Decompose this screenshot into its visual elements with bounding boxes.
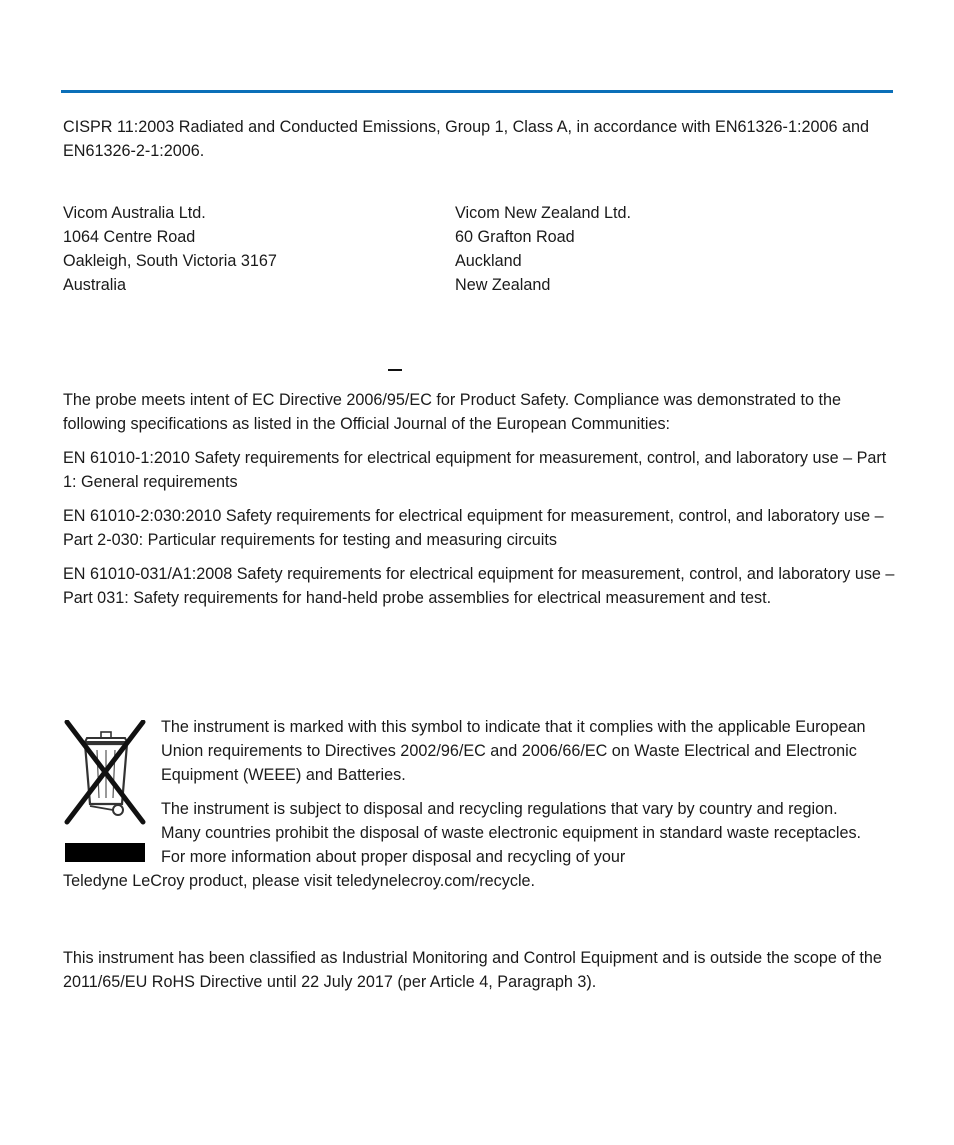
header-rule (61, 90, 893, 93)
address-au-line-3: Oakleigh, South Victoria 3167 (63, 252, 277, 270)
address-au-line-1: Vicom Australia Ltd. (63, 204, 206, 222)
safety-spec-3: EN 61010-031/A1:2008 Safety requirements for electrical equipment for measurement, control, and laboratory use – Part 031: Safety requirements for hand-held probe assemblies for electrical measurement and test. (63, 565, 895, 607)
safety-spec-2: EN 61010-2:030:2010 Safety requirements for electrical equipment for measurement, control, and laboratory use – Part 2-030: Particular requirements for testing and measuring circuits (63, 507, 884, 549)
crossed-out-wheelie-bin-icon (63, 720, 149, 864)
address-nz-line-3: Auckland (455, 252, 522, 270)
weee-paragraph-1: The instrument is marked with this symbol to indicate that it complies with the applicable European Union requirements to Directives 2002/96/EC and 2006/66/EC on Waste Electrical and Electronic Equipment (WEEE) and Batteries. (161, 718, 866, 784)
address-new-zealand (455, 201, 835, 297)
address-au-line-2: 1064 Centre Road (63, 228, 196, 246)
address-nz-line-2: 60 Grafton Road (455, 228, 575, 246)
emissions-statement: CISPR 11:2003 Radiated and Conducted Emissions, Group 1, Class A, in accordance with EN61326-1:2006 and EN61326-2-1:2006. (63, 118, 869, 160)
address-nz-line-1: Vicom New Zealand Ltd. (455, 204, 632, 222)
weee-paragraph-2-end: Teledyne LeCroy product, please visit teledynelecroy.com/recycle. (63, 872, 536, 890)
weee-paragraph-2: The instrument is subject to disposal and recycling regulations that vary by country and region. Many countries prohibit the disposal of waste electronic equipment in standard waste receptacles. For more information about proper disposal and recycling of your (161, 800, 862, 866)
address-nz-line-4: New Zealand (455, 276, 551, 294)
safety-intro: The probe meets intent of EC Directive 2006/95/EC for Product Safety. Compliance was demonstrated to the following specifications as listed in the Official Journal of the European Communities: (63, 391, 841, 433)
address-au-line-4: Australia (63, 276, 126, 294)
address-australia (63, 201, 443, 297)
safety-spec-1: EN 61010-1:2010 Safety requirements for electrical equipment for measurement, control, and laboratory use – Part 1: General requirements (63, 449, 887, 491)
heading-dash (388, 369, 402, 371)
rohs-statement: This instrument has been classified as Industrial Monitoring and Control Equipment and is outside the scope of the 2011/65/EU RoHS Directive until 22 July 2017 (per Article 4, Paragraph 3). (63, 949, 882, 991)
